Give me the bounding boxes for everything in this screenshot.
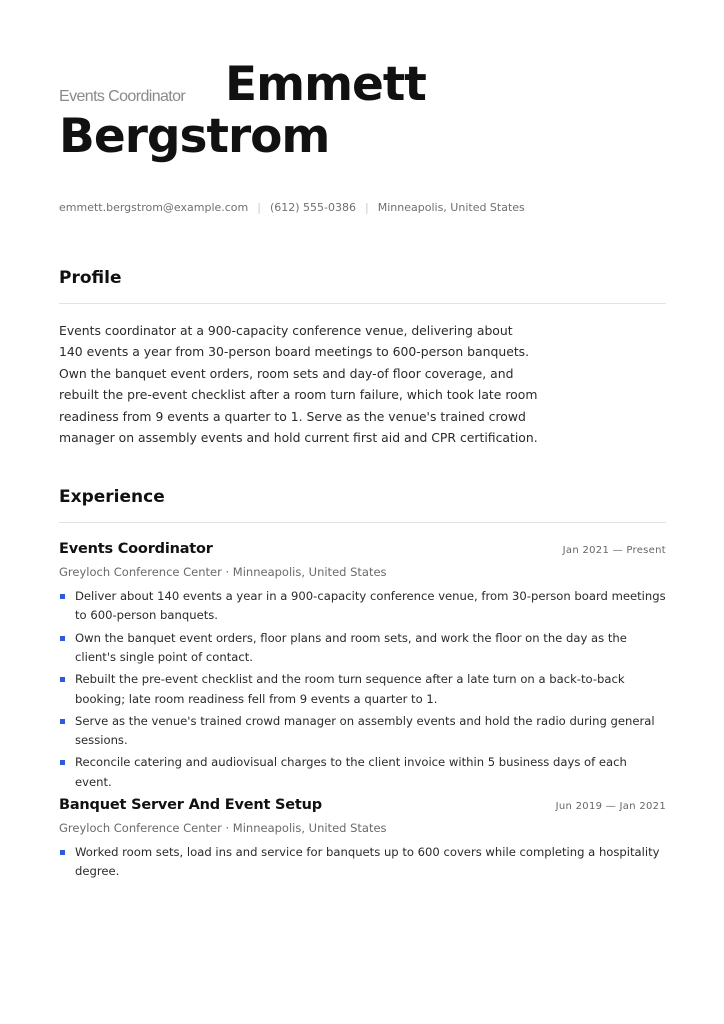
last-name: Bergstrom — [59, 109, 330, 164]
contact-phone[interactable]: (612) 555-0386 — [269, 201, 357, 214]
list-item — [59, 629, 666, 668]
divider — [59, 522, 666, 523]
profile-heading: Profile — [59, 268, 122, 288]
bullet-text: Rebuilt the pre-event checklist and the room turn sequence after a late turn on a back-to-back booking; late room readiness fell from 9 events a quarter to 1. — [75, 672, 625, 706]
bullet-icon — [60, 677, 65, 682]
bullet-icon — [60, 636, 65, 641]
list-item — [59, 670, 666, 709]
divider — [59, 303, 666, 304]
list-item — [59, 843, 666, 882]
bullet-text: Reconcile catering and audiovisual charges to the client invoice within 5 business days of each event. — [75, 755, 627, 789]
profile-summary: Events coordinator at a 900-capacity conference venue, delivering about 140 events a year from 30-person board meetings to 600-person banquets. Own the banquet event orders, room sets and day-of floor coverage, and rebuilt the pre-event checklist after a room turn failure, which took late room readiness from 9 events a quarter to 1. Serve as the venue's trained crowd manager on assembly events and hold current first aid and CPR certification. — [59, 323, 538, 446]
contact-line — [59, 201, 525, 214]
job-organization: Greyloch Conference Center · Minneapolis, United States — [59, 565, 387, 579]
bullet-icon — [60, 594, 65, 599]
job-title: Events Coordinator — [59, 541, 213, 557]
job-organization: Greyloch Conference Center · Minneapolis, United States — [59, 821, 387, 835]
bullet-text: Serve as the venue's trained crowd manager on assembly events and hold the radio during general sessions. — [75, 713, 655, 748]
job-bullets — [59, 843, 666, 885]
job-role: Events Coordinator — [59, 88, 186, 105]
separator: | — [365, 201, 369, 214]
job-bullets — [59, 587, 666, 795]
list-item — [59, 712, 666, 751]
bullet-icon — [60, 760, 65, 765]
contact-email[interactable]: emmett.bergstrom@example.com — [59, 201, 249, 214]
list-item — [59, 753, 666, 792]
bullet-text: Worked room sets, load ins and service for banquets up to 600 covers while completing a hospitality degree. — [75, 845, 660, 879]
contact-location: Minneapolis, United States — [377, 201, 525, 214]
bullet-icon — [60, 719, 65, 724]
bullet-text: Deliver about 140 events a year in a 900-capacity conference venue, from 30-person board meetings to 600-person banquets. — [75, 589, 666, 623]
job-dates: Jun 2019 — Jan 2021 — [555, 801, 666, 812]
job-title: Banquet Server And Event Setup — [59, 797, 322, 813]
job-dates: Jan 2021 — Present — [562, 545, 666, 556]
list-item — [59, 587, 666, 626]
bullet-icon — [60, 850, 65, 855]
experience-heading: Experience — [59, 487, 165, 507]
separator: | — [257, 201, 261, 214]
first-name: Emmett — [225, 57, 426, 112]
bullet-text: Own the banquet event orders, floor plans and room sets, and work the floor on the day as the client's single point of contact. — [75, 630, 627, 665]
